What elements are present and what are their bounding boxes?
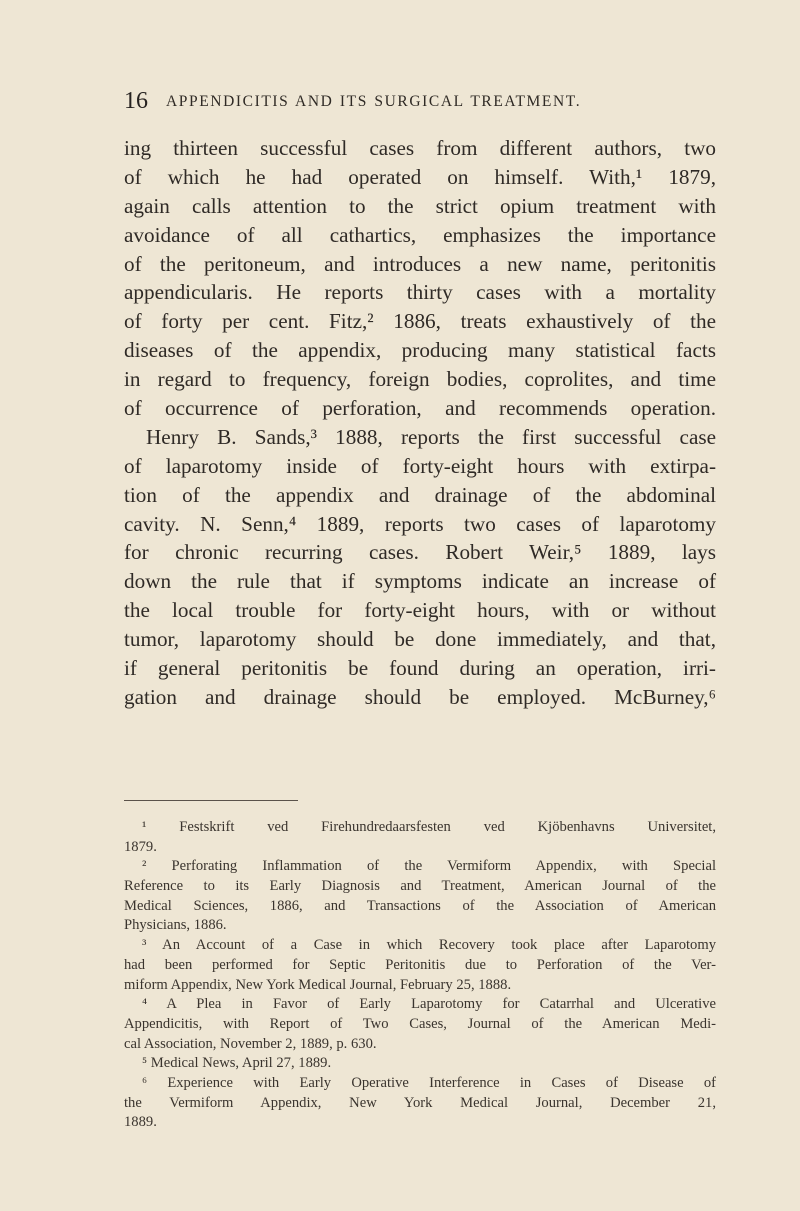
body-line: of which he had operated on himself. With,¹ 1879, bbox=[124, 164, 716, 189]
body-line: down the rule that if symptoms indicate an increase of bbox=[124, 569, 716, 594]
body-line: of occurrence of perforation, and recommends operation. bbox=[124, 396, 716, 421]
footnote-line: 1889. bbox=[124, 1114, 157, 1131]
body-line: tumor, laparotomy should be done immediately, and that, bbox=[124, 627, 716, 652]
page-header bbox=[124, 88, 716, 118]
body-line: diseases of the appendix, producing many statistical facts bbox=[124, 338, 716, 363]
body-line: avoidance of all cathartics, emphasizes the importance bbox=[124, 222, 716, 247]
body-line: the local trouble for forty-eight hours, with or without bbox=[124, 598, 716, 623]
footnote-line: miform Appendix, New York Medical Journal, February 25, 1888. bbox=[124, 976, 512, 993]
body-line: appendicularis. He reports thirty cases with a mortality bbox=[124, 280, 716, 305]
footnote-line: ⁶ Experience with Early Operative Interference in Cases of Disease of bbox=[142, 1074, 716, 1091]
footnote-line: the Vermiform Appendix, New York Medical Journal, December 21, bbox=[124, 1094, 716, 1111]
footnote-line: Physicians, 1886. bbox=[124, 917, 227, 934]
footnote-line: Reference to its Early Diagnosis and Treatment, American Journal of the bbox=[124, 878, 716, 895]
body-line: if general peritonitis be found during an operation, irri- bbox=[124, 656, 716, 681]
body-line: of the peritoneum, and introduces a new name, peritonitis bbox=[124, 251, 716, 276]
body-line: Henry B. Sands,³ 1888, reports the first successful case bbox=[146, 424, 716, 449]
running-head: APPENDICITIS AND ITS SURGICAL TREATMENT. bbox=[166, 93, 582, 110]
footnote-line: Appendicitis, with Report of Two Cases, Journal of the American Medi- bbox=[124, 1015, 716, 1032]
page-number: 16 bbox=[124, 88, 148, 114]
body-line: gation and drainage should be employed. McBurney,⁶ bbox=[124, 684, 716, 709]
body-line: ing thirteen successful cases from different authors, two bbox=[124, 136, 716, 160]
footnote-rule bbox=[124, 800, 298, 801]
footnote-line: Medical Sciences, 1886, and Transactions of the Association of American bbox=[124, 897, 716, 914]
body-line: in regard to frequency, foreign bodies, coprolites, and time bbox=[124, 367, 716, 392]
footnote-line: had been performed for Septic Peritonitis due to Perforation of the Ver- bbox=[124, 956, 716, 973]
body-line: for chronic recurring cases. Robert Weir,⁵ 1889, lays bbox=[124, 540, 716, 565]
footnotes bbox=[124, 818, 716, 1133]
body-text bbox=[124, 134, 716, 712]
body-line: tion of the appendix and drainage of the abdominal bbox=[124, 482, 716, 507]
footnote-line: ¹ Festskrift ved Firehundredaarsfesten ved Kjöbenhavns Universitet, bbox=[142, 819, 716, 835]
footnote-line: ² Perforating Inflammation of the Vermiform Appendix, with Special bbox=[142, 858, 716, 875]
footnote-line: ³ An Account of a Case in which Recovery took place after Laparotomy bbox=[142, 937, 716, 954]
body-line: of laparotomy inside of forty-eight hours with extirpa- bbox=[124, 453, 716, 478]
footnote-line: 1879. bbox=[124, 838, 157, 855]
footnote-line: ⁵ Medical News, April 27, 1889. bbox=[142, 1055, 332, 1072]
body-line: cavity. N. Senn,⁴ 1889, reports two cases of laparotomy bbox=[124, 511, 716, 536]
footnote-line: ⁴ A Plea in Favor of Early Laparotomy for Catarrhal and Ulcerative bbox=[142, 996, 716, 1013]
body-line: of forty per cent. Fitz,² 1886, treats exhaustively of the bbox=[124, 309, 716, 334]
body-line: again calls attention to the strict opium treatment with bbox=[124, 193, 716, 218]
footnote-line: cal Association, November 2, 1889, p. 630. bbox=[124, 1035, 377, 1052]
